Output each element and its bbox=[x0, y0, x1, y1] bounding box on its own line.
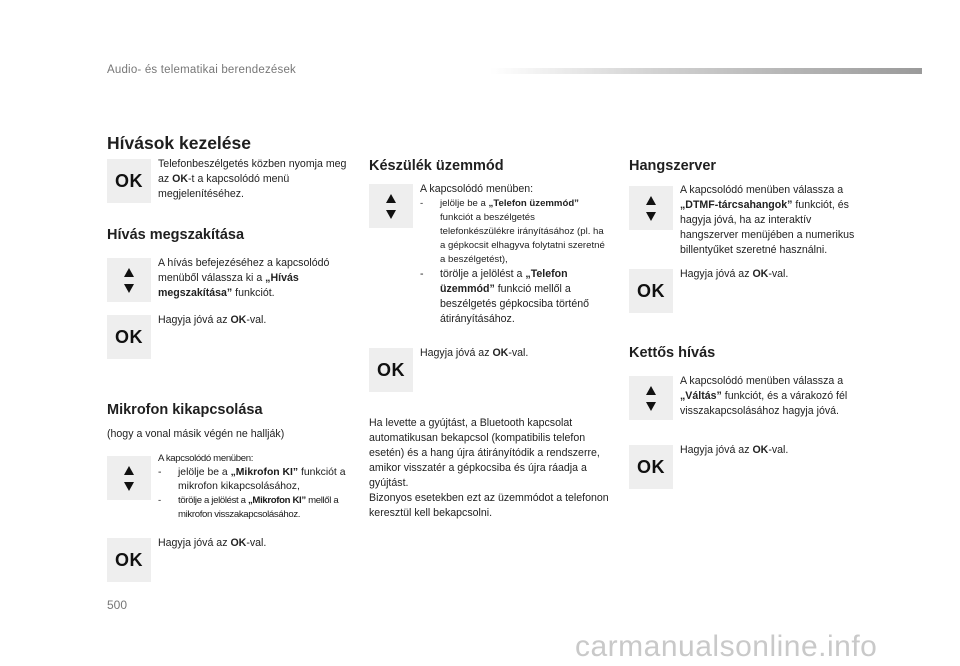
list-item: - jelölje be a „Telefon üzemmód” funkciót a beszélgetés telefonkészülékre irányításához (pl. ha a gépkocsit elhagyva folytatni szeretné a beszélgetést), bbox=[420, 197, 608, 267]
up-down-arrows-icon bbox=[629, 376, 673, 420]
device-mode-confirm: Hagyja jóvá az OK-val. bbox=[420, 347, 529, 359]
bluetooth-note: Ha levette a gyújtást, a Bluetooth kapcsolat automatikusan bekapcsol (kompatibilis telefon esetén) és a hang újra átirányítódik a rendszerre, amikor visszatér a gépkocsiba és újra ráadja a gyújtást. Bizonyos esetekben ezt az üzemmódot a telefonon keresztül kell bekapcsolni. bbox=[369, 417, 609, 519]
heading-voice-server: Hangszerver bbox=[629, 158, 717, 174]
ok-button-icon bbox=[107, 159, 151, 203]
up-down-arrows-icon bbox=[369, 184, 413, 228]
device-mode-instructions: A kapcsolódó menüben: - jelölje be a „Telefon üzemmód” funkciót a beszélgetés telefonkészülékre irányításához (pl. ha a gépkocsit elhagyva folytatni szeretné a beszélgetést), - törölje a jelölést a „Telefon üzemmód” funkció mellől a beszélgetés gépkocsiba történő átirányításához. bbox=[420, 182, 608, 327]
page-title: Hívások kezelése bbox=[107, 133, 251, 153]
heading-hangup: Hívás megszakítása bbox=[107, 227, 245, 243]
hangup-confirm: Hagyja jóvá az OK-val. bbox=[158, 314, 267, 326]
header-gradient-bar bbox=[490, 68, 922, 74]
ok-button-icon: OK bbox=[629, 445, 673, 489]
double-call-confirm: Hagyja jóvá az OK-val. bbox=[680, 444, 789, 456]
section-header: Audio- és telematikai berendezések bbox=[107, 64, 296, 76]
ok-label: OK bbox=[115, 170, 143, 191]
mic-instructions: A kapcsolódó menüben: - jelölje be a „Mikrofon KI” funkciót a mikrofon kikapcsolásához, - törölje a jelölést a „Mikrofon KI” mellől a mikrofon visszakapcsolásához. bbox=[158, 452, 350, 522]
voice-server-text: A kapcsolódó menüben válassza a „DTMF-tárcsahangok” funkciót, és hagyja jóvá, ha az interaktív hangszerver menüjében a numerikus billentyűket szeretné használni. bbox=[680, 184, 855, 256]
heading-device-mode: Készülék üzemmód bbox=[369, 158, 504, 174]
double-call-text: A kapcsolódó menüben válassza a „Váltás” funkciót, és a várakozó fél visszakapcsolásához hagyja jóvá. bbox=[680, 375, 848, 417]
up-down-arrows-icon bbox=[107, 456, 151, 500]
ok-button-icon: OK bbox=[629, 269, 673, 313]
heading-mic: Mikrofon kikapcsolása bbox=[107, 402, 263, 418]
mic-confirm: Hagyja jóvá az OK-val. bbox=[158, 537, 267, 549]
hangup-text: A hívás befejezéséhez a kapcsolódó menüből válassza ki a „Hívás megszakítása” funkciót. bbox=[158, 257, 330, 299]
list-item: - jelölje be a „Mikrofon KI” funkciót a mikrofon kikapcsolásához, bbox=[158, 466, 350, 494]
ok-button-icon: OK bbox=[107, 538, 151, 582]
watermark: carmanualsonline.info bbox=[575, 630, 878, 663]
up-down-arrows-icon bbox=[629, 186, 673, 230]
up-down-arrows-icon bbox=[107, 258, 151, 302]
ok-button-icon: OK bbox=[369, 348, 413, 392]
mic-subtitle: (hogy a vonal másik végén ne hallják) bbox=[107, 428, 285, 440]
heading-double-call: Kettős hívás bbox=[629, 345, 716, 361]
ok-button-icon: OK bbox=[107, 315, 151, 359]
list-item: - törölje a jelölést a „Mikrofon KI” mellől a mikrofon visszakapcsolásához. bbox=[158, 494, 350, 522]
voice-server-confirm: Hagyja jóvá az OK-val. bbox=[680, 268, 789, 280]
list-item: - törölje a jelölést a „Telefon üzemmód” funkció mellől a beszélgetés gépkocsiba történő átirányításához. bbox=[420, 267, 608, 327]
intro-text: Telefonbeszélgetés közben nyomja meg az OK-t a kapcsolódó menü megjelenítéséhez. bbox=[158, 158, 347, 200]
page-number: 500 bbox=[107, 598, 128, 612]
